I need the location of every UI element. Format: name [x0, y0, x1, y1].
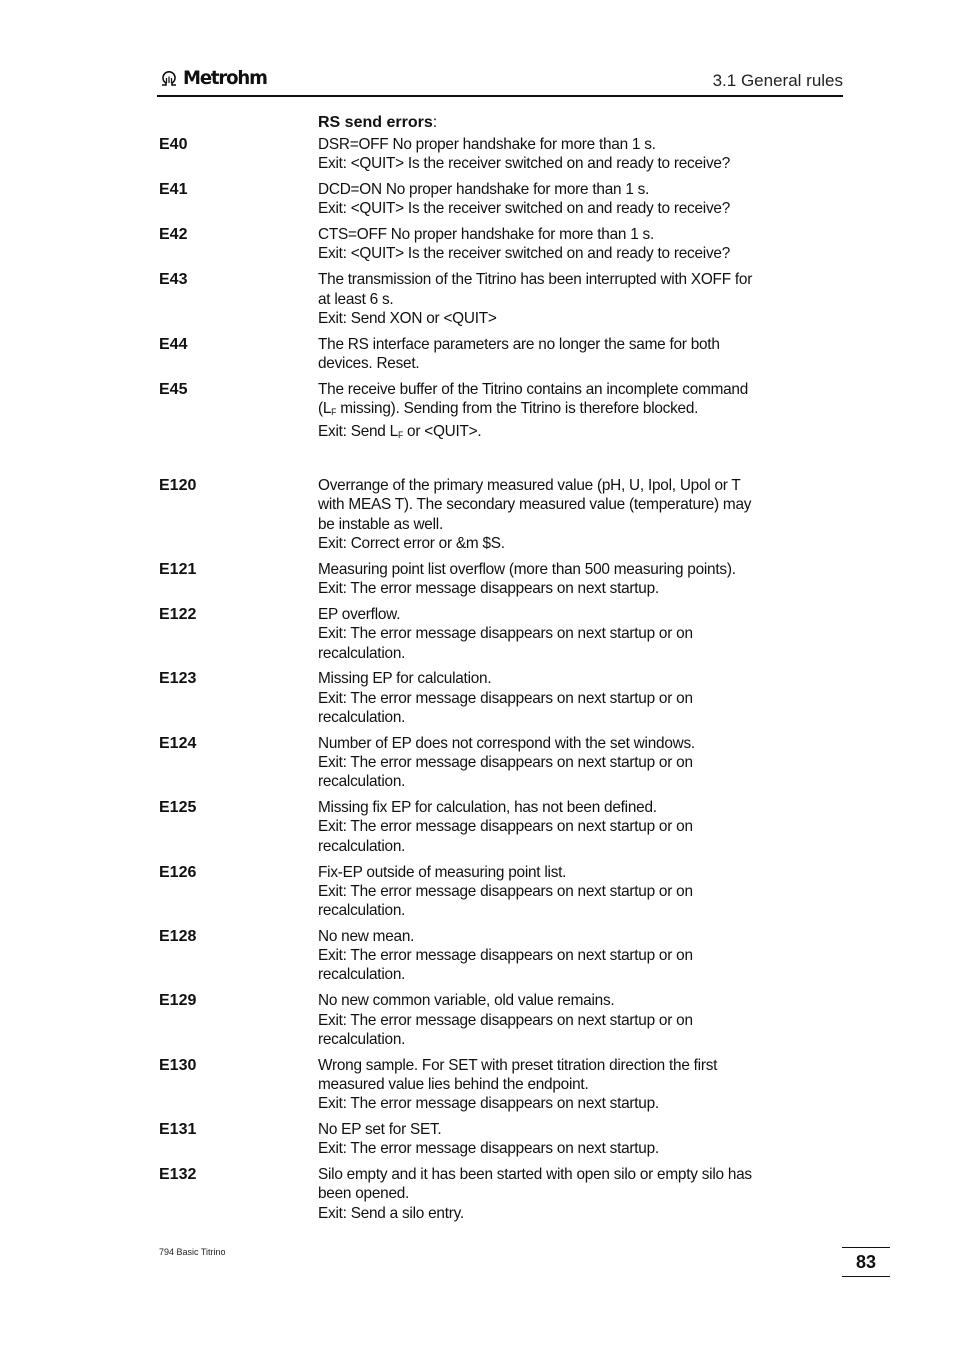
description-line: Exit: The error message disappears on next startup. [318, 1095, 659, 1113]
description-line: No new common variable, old value remains. [318, 992, 615, 1010]
description-line: Exit: The error message disappears on next startup or on [318, 818, 693, 836]
description-line: CTS=OFF No proper handshake for more than 1 s. [318, 226, 654, 244]
error-description [318, 991, 760, 1049]
error-row-e41 [159, 180, 779, 219]
description-line: recalculation. [318, 902, 406, 920]
error-row-e40 [159, 135, 779, 174]
description-line: at least 6 s. [318, 290, 394, 308]
error-code: E129 [159, 992, 197, 1010]
error-row-e125 [159, 798, 779, 856]
error-row-e130 [159, 1056, 779, 1114]
description-line: The transmission of the Titrino has been interrupted with XOFF for [318, 271, 753, 289]
description-line: Measuring point list overflow (more than 500 measuring points). [318, 560, 736, 578]
description-line: Overrange of the primary measured value (pH, U, Ipol, Upol or T [318, 477, 741, 495]
description-line: Exit: Correct error or &m $S. [318, 535, 505, 553]
error-description [318, 1056, 760, 1114]
error-description [318, 605, 760, 663]
error-code: E42 [159, 226, 188, 244]
description-line: be instable as well. [318, 515, 443, 533]
description-line: Exit: Send a silo entry. [318, 1204, 464, 1222]
description-line: The RS interface parameters are no longer the same for both [318, 335, 720, 353]
group-title-text: RS send errors [318, 114, 433, 131]
brand-name: Metrohm [183, 67, 267, 89]
error-code: E121 [159, 560, 197, 578]
description-line: Wrong sample. For SET with preset titration direction the first [318, 1056, 718, 1074]
description-line: Missing fix EP for calculation, has not been defined. [318, 799, 657, 817]
rs-send-errors [159, 135, 779, 373]
group-title [318, 113, 779, 135]
description-line: Exit: The error message disappears on next startup or on [318, 882, 693, 900]
error-code: E44 [159, 335, 188, 353]
description-line: Exit: <QUIT> Is the receiver switched on and ready to receive? [318, 155, 730, 173]
description-line: EP overflow. [318, 605, 401, 623]
error-description [318, 734, 760, 792]
description-line: recalculation. [318, 837, 406, 855]
description-line: Exit: The error message disappears on next startup or on [318, 947, 693, 965]
error-row-e42 [159, 225, 779, 264]
description-line: measured value lies behind the endpoint. [318, 1075, 589, 1093]
description-line: Exit: <QUIT> Is the receiver switched on and ready to receive? [318, 200, 730, 218]
footer-product: 794 Basic Titrino [159, 1247, 226, 1257]
error-row-e45 [159, 380, 779, 446]
error-code: E122 [159, 605, 197, 623]
description-line: Exit: Send XON or <QUIT> [318, 309, 497, 327]
error-description [318, 270, 760, 328]
description-line: Exit: The error message disappears on next startup. [318, 1140, 659, 1158]
description-line: Fix-EP outside of measuring point list. [318, 863, 567, 881]
error-description [318, 225, 760, 264]
error-code: E124 [159, 734, 197, 752]
description-line: No new mean. [318, 927, 415, 945]
page-number-box [842, 1247, 890, 1277]
error-description [318, 135, 760, 174]
description-line: been opened. [318, 1185, 410, 1203]
error-description [318, 335, 760, 374]
group-title-suffix: : [432, 114, 438, 131]
error-row-e131 [159, 1120, 779, 1159]
error-description [318, 669, 760, 727]
description-line: Exit: The error message disappears on next startup or on [318, 754, 693, 772]
error-code: E45 [159, 380, 188, 398]
error-description [318, 560, 760, 599]
error-description [318, 476, 760, 553]
error-description [318, 798, 760, 856]
error-row-e121 [159, 560, 779, 599]
error-code: E41 [159, 181, 188, 199]
description-line: Exit: Send $L_F$ or <QUIT>. [318, 423, 482, 441]
description-line: DSR=OFF No proper handshake for more than 1 s. [318, 136, 656, 153]
section-gap [159, 452, 779, 476]
measurement-errors [159, 476, 779, 1223]
section-title: 3.1 General rules [712, 71, 843, 90]
error-description [318, 927, 760, 985]
description-line: Silo empty and it has been started with open silo or empty silo has [318, 1166, 752, 1184]
error-code: E128 [159, 927, 197, 945]
error-code: E40 [159, 136, 188, 153]
description-line: recalculation. [318, 644, 406, 662]
error-row-e132 [159, 1165, 779, 1223]
error-row-e122 [159, 605, 779, 663]
description-line: devices. Reset. [318, 354, 420, 372]
description-line: with MEAS T). The secondary measured value (temperature) may [318, 496, 752, 514]
error-list [159, 113, 779, 1230]
error-row-e120 [159, 476, 779, 553]
description-line: recalculation. [318, 708, 406, 726]
error-description [318, 380, 760, 446]
metrohm-omega-icon [159, 68, 179, 88]
error-row-e126 [159, 863, 779, 921]
description-line: recalculation. [318, 966, 406, 984]
error-code: E130 [159, 1056, 197, 1074]
error-code: E120 [159, 477, 197, 495]
error-row-e128 [159, 927, 779, 985]
error-row-e123 [159, 669, 779, 727]
error-row-e129 [159, 991, 779, 1049]
description-line: No EP set for SET. [318, 1121, 442, 1139]
description-line: recalculation. [318, 773, 406, 791]
description-line: Exit: The error message disappears on next startup or on [318, 689, 693, 707]
error-description [318, 863, 760, 921]
error-row-e44 [159, 335, 779, 374]
error-description [318, 180, 760, 219]
error-code: E132 [159, 1166, 197, 1184]
description-line: Missing EP for calculation. [318, 670, 492, 688]
description-line: Exit: The error message disappears on next startup or on [318, 625, 693, 643]
description-line: ($L_F$ missing). Sending from the Titrino is therefore blocked. [318, 400, 699, 418]
error-description [318, 1165, 760, 1223]
description-line: DCD=ON No proper handshake for more than 1 s. [318, 181, 650, 199]
error-code: E131 [159, 1121, 197, 1139]
error-description [318, 1120, 760, 1159]
description-line: Number of EP does not correspond with the set windows. [318, 734, 695, 752]
brand-logo [159, 67, 271, 89]
error-code: E43 [159, 271, 188, 289]
error-code: E126 [159, 863, 197, 881]
error-code: E125 [159, 799, 197, 817]
page-header [157, 64, 843, 97]
description-line: Exit: The error message disappears on next startup. [318, 580, 659, 598]
error-code: E123 [159, 670, 197, 688]
page-number: 83 [855, 1252, 876, 1272]
error-row-e124 [159, 734, 779, 792]
description-line: The receive buffer of the Titrino contains an incomplete command [318, 380, 749, 398]
error-row-e43 [159, 270, 779, 328]
description-line: Exit: The error message disappears on next startup or on [318, 1011, 693, 1029]
description-line: recalculation. [318, 1030, 406, 1048]
description-line: Exit: <QUIT> Is the receiver switched on and ready to receive? [318, 245, 730, 263]
